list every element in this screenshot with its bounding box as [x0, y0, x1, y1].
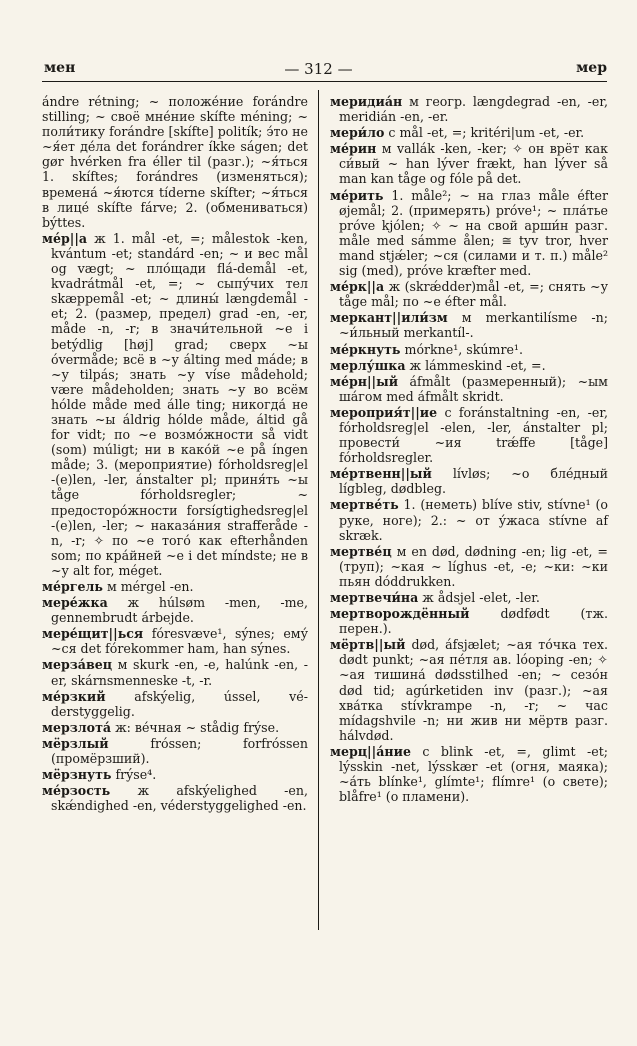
dictionary-entry [42, 231, 308, 578]
entry-headword: ме́рзость [42, 783, 111, 799]
entry-definition: ж 1. mål -et, =; målestok -ken, kvántum -et; standárd -en; ~ и вес mål og vægt; ~ пло́щади flá-demål -et, kvadrátmål -et, =; ~ сыпу́чих тел skæppemål -et; ~ длины́ længdemål -et; 2. (размер, предел) grad -en, -er, måde -n, -r; в значи́тельной ~е i betýdlig [høj] grad; сверх ~ы óvermåde; всё в ~у álting med máde; в ~у tilpás; знать ~у víse mådehold; være mådeholden; знать ~у во всём hólde måde med álle ting; никогда́ не знать ~ы áldrig hólde måde, áltid gå for vidt; по ~е возмо́жности så vidt (som) múligt; ни в како́й ~е på íngen måde; 3. (мероприятие) fórholdsreg|el -(e)len, -ler, ánstalter pl; приня́ть ~ы tåge fórholdsregler; ~ предосторо́жности forsígtighedsreg|el -(e)len, -ler; ~ наказа́ния strafferåde -n, -r; ✧ по ~е того́ как efterhånden som; по кра́йней ~е i det míndste; не в ~у alt for, méget. [51, 230, 308, 578]
entry-headword: мерлу́шка [330, 357, 406, 373]
dictionary-entry [330, 358, 608, 373]
right-column [330, 94, 608, 805]
entry-headword: ме́рк||а [330, 279, 385, 295]
entry-definition: с mål -et, =; kritéri|um -et, -er. [388, 125, 585, 141]
running-head-left: мен [44, 60, 76, 76]
entry-definition: ж afskýelighed -en, skǽndighed -en, véderstyggelighed -en. [51, 783, 308, 814]
dictionary-entry [330, 637, 608, 743]
dictionary-entry [42, 657, 308, 687]
header-rule [42, 81, 607, 82]
dictionary-entry [42, 736, 308, 766]
dictionary-entry [42, 783, 308, 813]
entry-definition: fóresvæve¹, sýnes; ему́ ~ся det fórekommer ham, han sýnes. [51, 626, 308, 657]
entry-headword: ме́рить [330, 187, 384, 203]
entry-headword: меридиа́н [330, 94, 403, 109]
dictionary-entry [42, 767, 308, 782]
dictionary-entry [330, 590, 608, 605]
entry-headword: ме́рин [330, 141, 377, 157]
entry-headword: ме́ртвенн||ый [330, 466, 432, 482]
dictionary-entry [42, 579, 308, 594]
entry-definition: mórkne¹, skúmre¹. [404, 341, 523, 357]
dictionary-entry [42, 626, 308, 656]
entry-headword: мере́щит||ься [42, 626, 144, 642]
column-divider [318, 90, 319, 930]
dictionary-entry [330, 94, 608, 124]
left-column [42, 94, 308, 814]
entry-headword: мероприя́т||ие [330, 404, 438, 420]
dictionary-entry [42, 94, 308, 230]
dictionary-entry [330, 744, 608, 804]
dictionary-entry [330, 374, 608, 404]
entry-headword: мёрзлый [42, 735, 109, 751]
entry-definition: afskýelig, ússel, vé-derstyggelig. [51, 688, 308, 719]
entry-headword: мерц||а́ние [330, 743, 411, 759]
entry-headword: мертве́ц [330, 543, 392, 559]
page-number: — 312 — [284, 60, 353, 78]
entry-headword: ме́рзкий [42, 688, 106, 704]
entry-definition: с foránstaltning -en, -er, fórholdsreg|el -elen, -ler, ánstalter pl; провести́ ~ия trǽffe [tåge] fórholdsregler. [339, 404, 608, 466]
dictionary-entry [42, 720, 308, 735]
entry-definition: dødfødt (тж. перен.). [339, 606, 608, 637]
dictionary-entry [330, 310, 608, 340]
entry-headword: мери́ло [330, 125, 385, 141]
entry-definition: ж (skrǽdder)mål -et, =; снять ~у tåge mål; по ~е éfter mål. [339, 279, 608, 310]
entry-definition: død, áfsjælet; ~ая то́чка тех. dødt punkt; ~ая пе́тля ав. lóoping -en; ✧ ~ая тишина́ dødsstilhed -en; ~ сезо́н død tid; agúrketiden inv (разг.); ~ая хва́тка stívkrampe -n, -r; ~ час mídagshvile -n; ни жив ни мёртв разг. hálvdød. [339, 637, 608, 743]
entry-definition: м mérgel -en. [106, 579, 194, 594]
entry-definition: ж húlsøm -men, -me, gennembrudt árbejde. [51, 595, 308, 626]
entry-headword: ме́ркнуть [330, 341, 401, 357]
entry-definition: fróssen; forfróssen (промёрзший). [51, 735, 308, 767]
entry-headword: ме́ргель [42, 579, 103, 594]
dictionary-entry [330, 141, 608, 186]
dictionary-entry [330, 279, 608, 309]
entry-definition: 1. måle²; ~ на глаз måle éfter øjemål; 2. (примерять) próve¹; ~ пла́тье próve kjólen; ✧ ~ на свой арши́н разг. måle med sámme ålen; ≅ tyv tror, hver mand stjǽler; ~ся (силами и т. п.) måle² sig (med), próve kræfter med. [339, 187, 608, 279]
entry-headword: мёртв||ый [330, 637, 406, 653]
entry-definition: ж ådsjel -elet, -ler. [422, 590, 540, 605]
entry-headword: мёрзнуть [42, 767, 112, 783]
entry-headword: меркант||или́зм [330, 310, 448, 326]
entry-definition: 1. (неметь) blíve stiv, stívne¹ (о руке, ноге); 2.: ~ от у́жаса stívne af skræk. [339, 497, 608, 543]
dictionary-entry [330, 342, 608, 357]
entry-headword: мертве́ть [330, 497, 399, 513]
entry-definition: ж: ве́чная ~ stådig frýse. [115, 719, 280, 735]
entry-headword: мерза́вец [42, 657, 113, 673]
dictionary-entry [42, 595, 308, 625]
entry-definition: м vallák -ken, -ker; ✧ он врёт как си́вый ~ han lýver frækt, han lýver så man kan tåge og fóle på det. [339, 141, 608, 187]
entry-definition: áfmålt (размеренный); ~ым ша́гом med áfmålt skridt. [339, 373, 608, 404]
dictionary-entry [330, 405, 608, 465]
entry-headword: мертворождённый [330, 606, 470, 622]
dictionary-entry [330, 497, 608, 542]
dictionary-entry [42, 689, 308, 719]
entry-headword: ме́рн||ый [330, 373, 399, 389]
dictionary-entry [330, 188, 608, 279]
entry-definition: м геогр. længdegrad -en, -er, meridián -en, -er. [339, 94, 608, 125]
entry-definition: lívløs; ~о бле́дный lígbleg, dødbleg. [339, 466, 608, 497]
dictionary-entry [330, 606, 608, 636]
entry-definition: м en død, dødning -en; lig -et, = (труп); ~кая ~ líghus -et, -e; ~ки: ~ки пьян dóddrukken. [339, 543, 608, 589]
running-head-right: мер [576, 60, 607, 76]
entry-definition: м skurk -en, -e, halúnk -en, -er, skárnsmenneske -t, -r. [51, 657, 308, 688]
entry-definition: ándre rétning; ~ положе́ние forándre stilling; ~ своё мне́ние skífte méning; ~ поли́тику forándre [skífte] politík; э́то не ~я́ет де́ла det forándrer íkke ságen; det gør hvérken fra éller til (разг.); ~я́ться 1. skíftes; forándres (изменяться); времена́ ~я́ются tíderne skífter; ~я́ться в лице́ skífte fárve; 2. (обмениваться) býttes. [42, 94, 308, 230]
entry-definition: ж lámmeskind -et, =. [409, 357, 546, 373]
entry-headword: мертвечи́на [330, 590, 419, 605]
entry-headword: мере́жка [42, 595, 108, 611]
entry-definition: м merkantilísme -n; ~и́льный merkantíl-. [339, 310, 608, 341]
entry-definition: с blink -et, =, glimt -et; lýsskin -net, lýsskær -et (огня, маяка); ~а́ть blínke¹, glímte¹; flímre¹ (о свете); blåfre¹ (о пламени). [339, 743, 608, 805]
dictionary-entry [330, 466, 608, 496]
entry-headword: мéр||а [42, 230, 88, 246]
dictionary-entry [330, 125, 608, 140]
entry-headword: мерзлота́ [42, 719, 112, 735]
entry-definition: frýse⁴. [115, 767, 157, 783]
dictionary-entry [330, 544, 608, 589]
